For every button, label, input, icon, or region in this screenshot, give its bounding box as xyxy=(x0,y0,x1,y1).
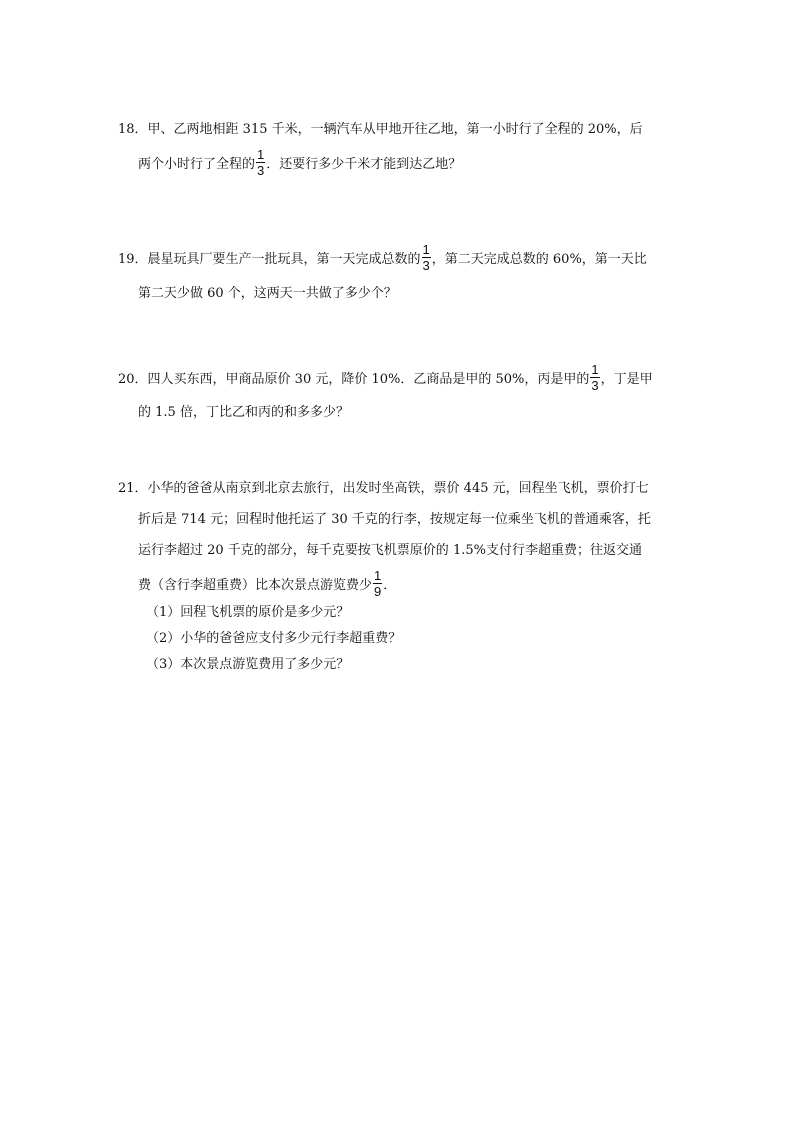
fraction-denominator: 3 xyxy=(591,378,599,393)
problem-18-line-2 xyxy=(138,147,462,178)
fraction-one-ninth xyxy=(373,569,382,598)
problem-19-line-1 xyxy=(118,242,647,273)
problem-20-line-2: 的 1.5 倍，丁比乙和丙的和多多少？ xyxy=(138,405,349,420)
sub-question-1: （1）回程飞机票的原价是多少元？ xyxy=(146,605,350,620)
problem-18-text-after-fraction: ．还要行多少千米才能到达乙地？ xyxy=(266,157,462,172)
fraction-denominator: 9 xyxy=(374,584,382,599)
problem-19-text-after-fraction: ，第二天完成总数的 60%，第一天比 xyxy=(431,252,647,267)
problem-21-line-3: 运行李超过 20 千克的部分，每千克要按飞机票原价的 1.5%支付行李超重费；往返交通 xyxy=(138,543,642,558)
fraction-numerator: 1 xyxy=(374,568,382,583)
problem-18-line-1: 18．甲、乙两地相距 315 千米，一辆汽车从甲地开往乙地，第一小时行了全程的 20%，后 xyxy=(118,122,643,137)
fraction-denominator: 3 xyxy=(422,258,430,273)
problem-21-line-1: 21．小华的爸爸从南京到北京去旅行，出发时坐高铁，票价 445 元，回程坐飞机，票价打七 xyxy=(118,481,649,496)
problem-21-text-after-fraction: ． xyxy=(383,578,397,593)
problem-18-text-before-fraction: 两个小时行了全程的 xyxy=(138,157,256,172)
sub-question-2: （2）小华的爸爸应支付多少元行李超重费？ xyxy=(146,631,402,646)
problem-19-line-2: 第二天少做 60 个，这两天一共做了多少个？ xyxy=(138,286,397,301)
problem-19-text-before-fraction: 19．晨星玩具厂要生产一批玩具，第一天完成总数的 xyxy=(118,252,421,267)
problem-21-text-before-fraction: 费（含行李超重费）比本次景点游览费少 xyxy=(138,578,373,593)
sub-question-3: （3）本次景点游览费用了多少元？ xyxy=(146,657,350,672)
fraction-one-third xyxy=(422,243,431,272)
problem-20-text-before-fraction: 20．四人买东西，甲商品原价 30 元，降价 10%．乙商品是甲的 50%，丙是甲的 xyxy=(118,372,590,387)
fraction-denominator: 3 xyxy=(257,163,265,178)
fraction-numerator: 1 xyxy=(257,147,265,162)
fraction-one-third xyxy=(256,148,265,177)
problem-20-line-1 xyxy=(118,362,653,393)
problem-20-text-after-fraction: ，丁是甲 xyxy=(600,372,653,387)
fraction-one-third xyxy=(590,363,599,392)
fraction-numerator: 1 xyxy=(422,242,430,257)
fraction-numerator: 1 xyxy=(591,362,599,377)
problem-21-line-4 xyxy=(138,568,397,599)
problem-21-line-2: 折后是 714 元；回程时他托运了 30 千克的行李，按规定每一位乘坐飞机的普通乘客，托 xyxy=(138,512,651,527)
